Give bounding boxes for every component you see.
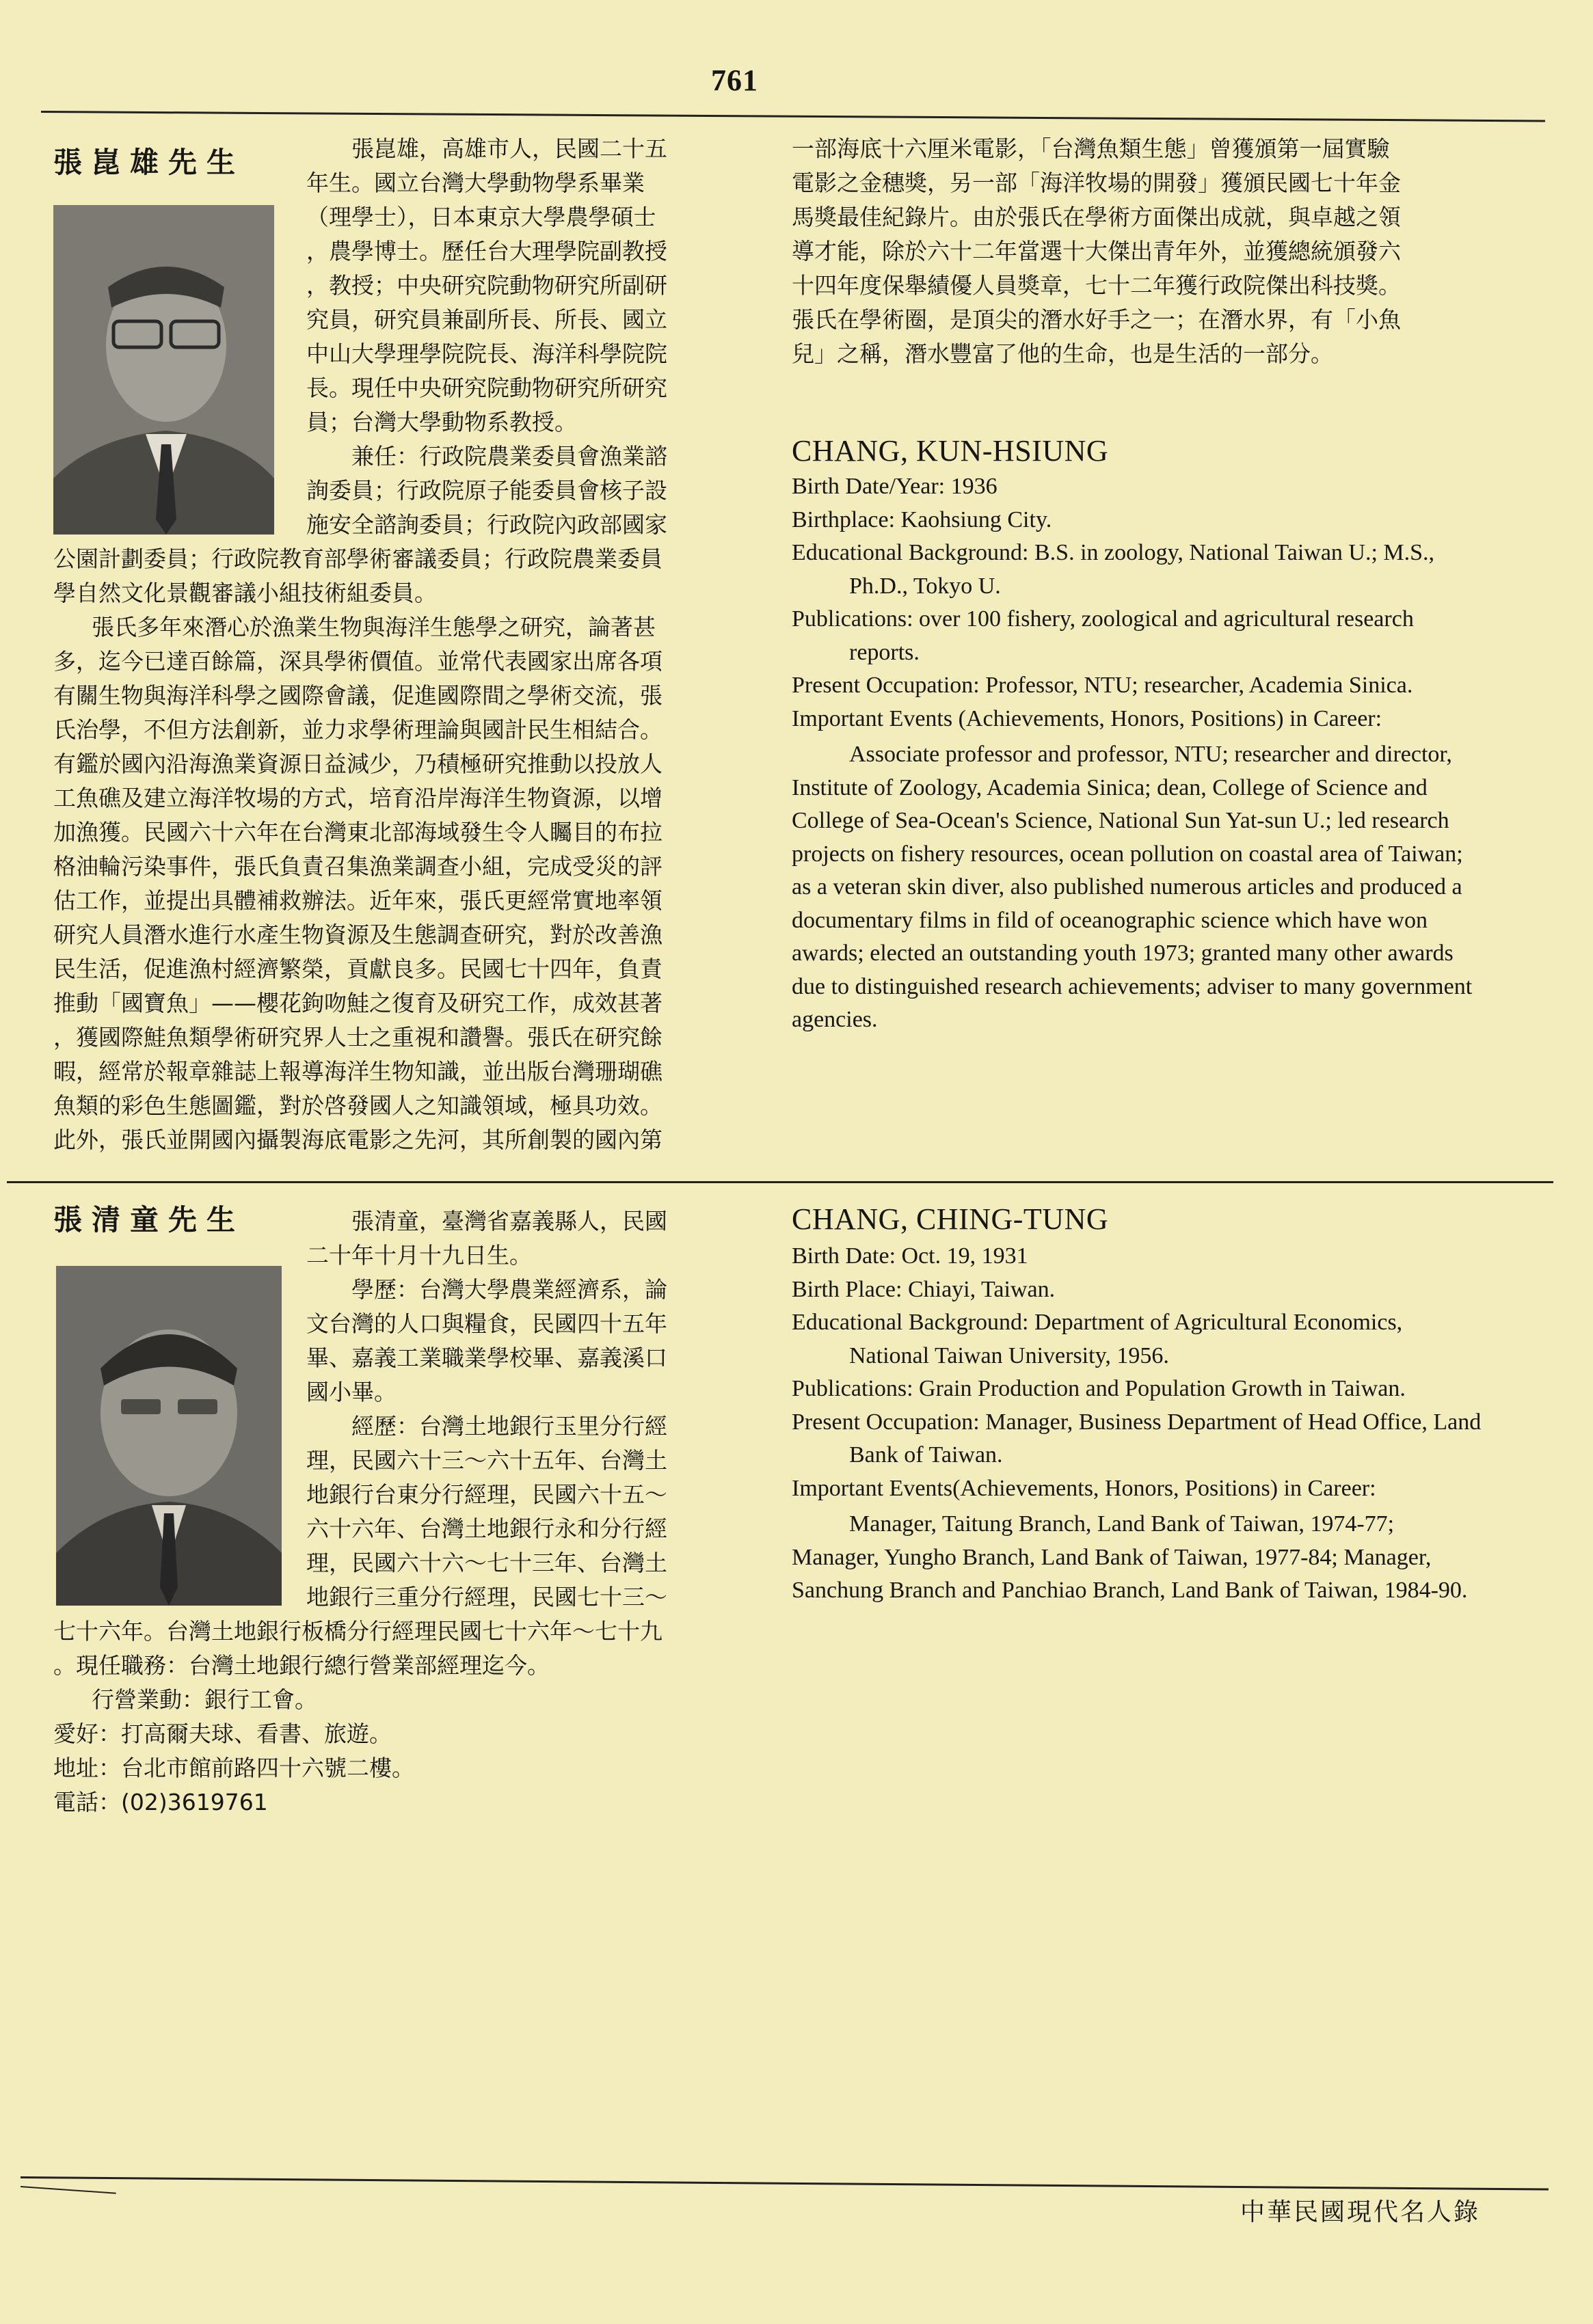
zh-line: 經歷：台灣土地銀行玉里分行經 [351,1413,667,1440]
zh-line: 一部海底十六厘米電影，「台灣魚類生態」曾獲頒第一屆實驗 [792,135,1390,162]
zh-line: 六十六年、台灣土地銀行永和分行經 [306,1515,667,1542]
zh-line: 有鑑於國內沿海漁業資源日益減少，乃積極研究推動以投放人 [53,751,662,777]
zh-line: 學自然文化景觀審議小組技術組委員。 [53,580,437,606]
entry-2-en-name: CHANG, CHING-TUNG [792,1202,1109,1236]
entry-1-portrait [53,205,274,535]
en-field: Educational Background: B.S. in zoology, National Taiwan U.; M.S., Ph.D., Tokyo U. [792,540,1435,599]
en-field: Present Occupation: Manager, Business Department of Head Office, Land Bank of Taiwan. [792,1409,1482,1468]
zh-line: 七十六年。台灣土地銀行板橋分行經理民國七十六年～七十九 [53,1618,662,1645]
zh-line: 此外，張氏並開國內攝製海底電影之先河，其所創製的國內第 [53,1126,662,1153]
zh-line: 導才能，除於六十二年當選十大傑出青年外，並獲總統頒發六 [792,238,1401,265]
zh-line: 工魚礁及建立海洋牧場的方式，培育沿岸海洋生物資源，以增 [53,785,662,811]
en-field: Important Events(Achievements, Honors, Positions) in Career: [792,1475,1376,1501]
en-field: Birthplace: Kaohsiung City. [792,506,1052,532]
zh-line: 張清童，臺灣省嘉義縣人，民國 [351,1208,667,1234]
zh-line: 推動「國寶魚」——櫻花鉤吻鮭之復育及研究工作，成效甚著 [53,990,662,1016]
zh-line: 暇，經常於報章雜誌上報導海洋生物知識，並出版台灣珊瑚礁 [53,1058,662,1085]
en-field: Publications: over 100 fishery, zoological and agricultural research reports. [792,606,1414,665]
en-field: Present Occupation: Professor, NTU; researcher, Academia Sinica. [792,673,1413,698]
page-number: 761 [711,64,758,97]
en-field: Birth Place: Chiayi, Taiwan. [792,1276,1056,1302]
bottom-rule-short [21,2186,116,2194]
entry-2-zh-wrap [306,1204,667,1614]
zh-line: 加漁獲。民國六十六年在台灣東北部海域發生令人矚目的布拉 [53,819,662,846]
en-field: Educational Background: Department of Agricultural Economics, National Taiwan University, 1956. [792,1310,1403,1368]
zh-line: 究員，研究員兼副所長、所長、國立 [306,306,667,333]
zh-line: 張氏多年來潛心於漁業生物與海洋生態學之研究，論著甚 [92,614,656,640]
entry-1-en-body [792,470,1484,1037]
en-field: Birth Date: Oct. 19, 1931 [792,1243,1028,1269]
zh-line: 多，迄今已達百餘篇，深具學術價值。並常代表國家出席各項 [53,648,662,675]
entry-1-zh-right [792,132,1401,371]
zh-line: 學歷：台灣大學農業經濟系，論 [351,1276,667,1303]
en-field: Birth Date/Year: 1936 [792,474,998,499]
zh-line: 年生。國立台灣大學動物學系畢業 [306,170,645,196]
entry-2-portrait [56,1266,282,1606]
zh-line: 員；台灣大學動物系教授。 [306,409,577,435]
zh-line: 氏治學，不但方法創新，並力求學術理論與國計民生相結合。 [53,716,662,743]
zh-line: 施安全諮詢委員；行政院內政部國家 [306,511,667,538]
zh-line: 兒」之稱，潛水豐富了他的生命，也是生活的一部分。 [792,340,1333,367]
en-events: Manager, Taitung Branch, Land Bank of Taiwan, 1974-77; Manager, Yungho Branch, Land Bank of Taiwan, 1977-84; Manager, Sanchung Branch and Panchiao Branch, Land Bank of Taiwan, 1984-90. [792,1511,1468,1603]
zh-line: 。現任職務：台灣土地銀行總行營業部經理迄今。 [53,1652,550,1679]
zh-line: 詢委員；行政院原子能委員會核子設 [306,477,667,504]
zh-line: 畢、嘉義工業職業學校畢、嘉義溪口 [306,1345,667,1371]
middle-rule [7,1181,1553,1183]
zh-line: 兼任：行政院農業委員會漁業諮 [351,443,667,470]
en-events: Associate professor and professor, NTU; researcher and director, Institute of Zoology, Academia Sinica; dean, College of Science and College of Sea-Ocean's Science, National Sun Yat-sun U.; led research projects on fishery resources, ocean pollution on coastal area of Taiwan; as a veteran skin diver, also published numerous articles and produced a documentary films in fild of oceanographic science which have won awards; elected an outstanding youth 1973; granted many other awards due to distinguished research achievements; adviser to many government agencies. [792,742,1473,1032]
entry-2-heading: 張清童先生 [53,1203,245,1237]
zh-line: 魚類的彩色生態圖鑑，對於啓發國人之知識領域，極具功效。 [53,1092,662,1119]
zh-line: 行營業動：銀行工會。 [92,1686,317,1713]
footer-book-title: 中華民國現代名人錄 [1240,2198,1480,2226]
zh-line: 格油輪污染事件，張氏負責召集漁業調查小組，完成受災的評 [53,853,662,880]
zh-line: 有關生物與海洋科學之國際會議，促進國際間之學術交流，張 [53,682,662,709]
zh-line: 十四年度保舉績優人員獎章，七十二年獲行政院傑出科技獎。 [792,272,1401,299]
entry-2-en-body [792,1240,1484,1608]
zh-line: 地銀行台東分行經理，民國六十五～ [306,1481,667,1508]
zh-line: 理，民國六十三～六十五年、台灣土 [306,1447,667,1474]
zh-line: （理學士），日本東京大學農學碩士 [306,204,656,230]
zh-line: 研究人員潛水進行水產生物資源及生態調查研究，對於改善漁 [53,921,662,948]
top-rule [41,111,1545,122]
entry-1-heading: 張崑雄先生 [53,146,245,179]
zh-line: 長。現任中央研究院動物研究所研究 [306,375,667,401]
zh-line: ，農學博士。歷任台大理學院副教授 [306,238,667,265]
zh-line: 馬獎最佳紀錄片。由於張氏在學術方面傑出成就，與卓越之領 [792,204,1401,230]
zh-line: 中山大學理學院院長、海洋科學院院 [306,340,667,367]
entry-1-en-name: CHANG, KUN-HSIUNG [792,434,1109,468]
zh-line: 國小畢。 [306,1379,397,1405]
zh-line: 地址：台北市館前路四十六號二樓。 [53,1755,414,1781]
zh-line: 民生活，促進漁村經濟繁榮，貢獻良多。民國七十四年，負責 [53,956,662,982]
zh-line: 愛好：打高爾夫球、看書、旅遊。 [53,1720,392,1747]
zh-line: 電話：(02)3619761 [53,1789,268,1815]
zh-line: 地銀行三重分行經理，民國七十三～ [306,1584,667,1610]
en-field: Publications: Grain Production and Population Growth in Taiwan. [792,1376,1406,1401]
zh-line: 估工作，並提出具體補救辦法。近年來，張氏更經常實地率領 [53,887,662,914]
zh-line: ，教授；中央研究院動物研究所副研 [306,272,667,299]
en-field: Important Events (Achievements, Honors, Positions) in Career: [792,705,1382,731]
zh-line: 張崑雄，高雄市人，民國二十五 [351,135,667,162]
zh-line: 張氏在學術圈，是頂尖的潛水好手之一；在潛水界，有「小魚 [792,306,1401,333]
zh-line: 公園計劃委員；行政院教育部學術審議委員；行政院農業委員 [53,545,662,572]
zh-line: 二十年十月十九日生。 [306,1242,532,1269]
bottom-rule [21,2176,1549,2191]
zh-line: 文台灣的人口與糧食，民國四十五年 [306,1310,667,1337]
zh-line: ，獲國際鮭魚類學術研究界人士之重視和讚譽。張氏在研究餘 [53,1024,662,1051]
entry-1-zh-full [53,542,662,1157]
zh-line: 理，民國六十六～七十三年、台灣土 [306,1550,667,1576]
entry-2-zh-full [53,1614,662,1820]
zh-line: 電影之金穗獎，另一部「海洋牧場的開發」獲頒民國七十年金 [792,170,1401,196]
entry-1-zh-wrap [306,132,667,542]
